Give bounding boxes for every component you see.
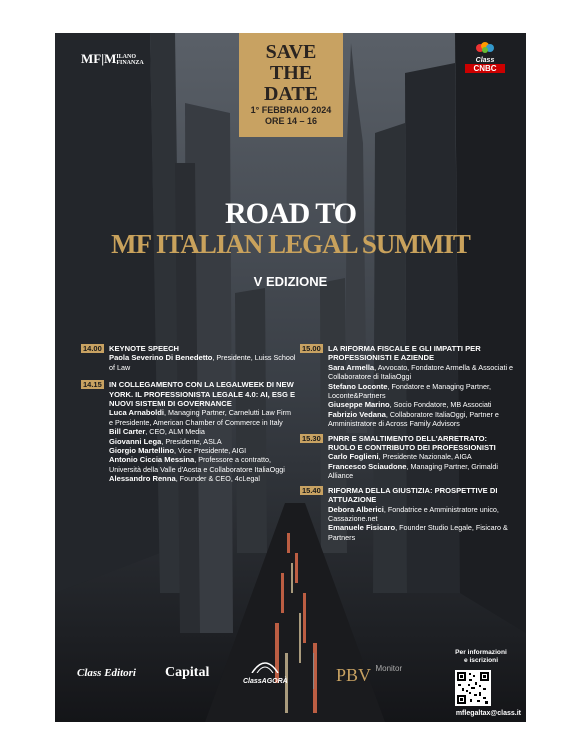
title-road-to: ROAD TO — [224, 197, 357, 230]
mf-logo-line1: ILANO — [116, 54, 137, 61]
speaker-role: , Presidente, Luiss School of Law — [109, 353, 296, 372]
speaker — [109, 408, 296, 427]
mf-logo-mark: MF|M — [81, 51, 117, 66]
speaker-role: , Managing Partner, Grimaldi Alliance — [328, 461, 498, 481]
speaker — [328, 505, 515, 524]
title-summit: MF ITALIAN LEGAL SUMMIT — [111, 229, 470, 259]
speaker — [328, 363, 515, 382]
speaker-name: Francesco Sciaudone — [328, 461, 407, 471]
speaker-name: Stefano Loconte — [328, 381, 388, 391]
speaker-name: Luca Arnaboldi — [109, 408, 164, 418]
speaker-name: Giorgio Martellino — [109, 446, 174, 456]
speaker — [109, 446, 296, 455]
time-badge: 14.15 — [83, 380, 102, 390]
speaker — [109, 474, 296, 483]
event-date: 1° FEBBRAIO 2024 — [250, 105, 332, 115]
schedule-item — [300, 344, 515, 429]
speaker-role: , Fondatrice e Amministratore unico, Cassazione.net — [328, 504, 499, 523]
agora-arch-icon — [250, 659, 280, 673]
speaker-role: , Founder Studio Legale, Fisicaro & Partners — [328, 523, 508, 542]
speaker-role: , Avvocato, Fondatore Armella & Associati e Collaboratore di ItaliaOggi — [328, 362, 514, 382]
info-registration — [440, 649, 522, 665]
speaker — [328, 523, 515, 542]
speaker-role: , Collaboratore ItaliaOggi, Partner e Amministratore di Across Family Advisors — [328, 409, 499, 429]
contact-email[interactable]: mflegaltax@class.it — [455, 710, 521, 717]
speaker — [328, 462, 515, 481]
speaker-name: Giuseppe Marino — [328, 400, 390, 410]
speaker-name: Antonio Ciccia Messina — [109, 455, 195, 465]
the-label: THE — [269, 62, 313, 84]
session-title: RIFORMA DELLA GIUSTIZIA: PROSPETTIVE DI ATTUAZIONE — [328, 485, 498, 505]
speaker-role: , Presidente Nazionale, AIGA — [378, 452, 472, 462]
date-label: DATE — [263, 83, 319, 105]
speaker-name: Sara Armella — [328, 362, 375, 372]
schedule-right-column — [300, 344, 515, 547]
speaker-name: Fabrizio Vedana — [328, 409, 386, 419]
speaker-role: , Fondatore e Managing Partner, Loconte&Partners — [328, 381, 491, 401]
time-badge: 14.00 — [83, 344, 102, 353]
schedule-left-column — [81, 344, 296, 489]
schedule-item — [81, 344, 296, 372]
qr-code-icon[interactable] — [455, 670, 491, 706]
save-label: SAVE — [265, 41, 317, 63]
speaker — [109, 455, 296, 474]
event-poster — [55, 33, 526, 722]
speaker-role: , Managing Partner, Carnelutti Law Firm e Presidente, American Chamber of Commerce in Italy — [109, 408, 292, 427]
speaker-role: , CEO, ALM Media — [145, 427, 205, 437]
schedule-item — [300, 486, 515, 542]
speaker — [109, 353, 296, 372]
speaker-name: Debora Alberici — [328, 504, 384, 514]
time-badge: 15.30 — [302, 433, 321, 443]
speaker — [328, 410, 515, 429]
save-the-date-box — [239, 33, 343, 137]
mf-milano-finanza-logo — [81, 51, 144, 67]
speaker-name: Emanuele Fisicaro — [328, 523, 396, 533]
class-agora-text: ClassAGORÀ — [243, 678, 288, 685]
mf-logo-line2: FINANZA — [116, 60, 144, 67]
info-line1: Per informazioni — [455, 649, 507, 656]
speaker-name: Alessandro Renna — [109, 474, 176, 484]
capital-logo: Capital — [165, 665, 210, 680]
speaker — [328, 452, 515, 461]
speaker-role: , Socio Fondatore, MB Associati — [389, 400, 492, 410]
speaker — [328, 400, 515, 409]
schedule-item — [300, 434, 515, 481]
class-cnbc-logo — [465, 41, 505, 73]
session-title: IN COLLEGAMENTO CON LA LEGALWEEK DI NEW YORK. IL PROFESSIONISTA LEGALE 4.0: AI, ESG E NUOVI SISTEMI DI GOVERNANCE — [109, 380, 296, 409]
speaker — [109, 427, 296, 436]
class-agora-logo — [243, 659, 288, 685]
speaker-role: , Vice Presidente, AIGI — [173, 446, 247, 456]
monitor-text: Monitor — [375, 664, 403, 673]
class-editori-logo: Class Editori — [77, 667, 136, 679]
schedule-item — [81, 380, 296, 483]
session-title: LA RIFORMA FISCALE E GLI IMPATTI PER PROFESSIONISTI E AZIENDE — [328, 344, 481, 363]
peacock-icon — [472, 41, 498, 55]
speaker-name: Paola Severino Di Benedetto — [109, 353, 213, 363]
speaker — [328, 382, 515, 401]
speaker-role: , Presidente, ASLA — [161, 436, 222, 446]
speaker-role: , Professore a contratto, Università della Valle d'Aosta e Collaboratore ItaliaOggi — [109, 455, 285, 474]
session-title: KEYNOTE SPEECH — [109, 344, 180, 353]
time-badge: 15.40 — [302, 485, 321, 495]
edition-label: V EDIZIONE — [253, 274, 328, 289]
pbv-monitor-logo — [313, 653, 402, 689]
speaker-name: Giovanni Lega — [109, 436, 162, 446]
pbv-text: PBV — [336, 665, 372, 685]
info-line2: e iscrizioni — [463, 657, 499, 664]
time-badge: 15.00 — [302, 344, 321, 353]
speaker-name: Bill Carter — [109, 427, 146, 437]
cnbc-text: CNBC — [465, 64, 505, 73]
speaker — [109, 437, 296, 446]
cnbc-class-text: Class — [475, 57, 495, 64]
speaker-name: Carlo Foglieni — [328, 452, 379, 462]
speaker-role: , Founder & CEO, 4cLegal — [175, 474, 260, 484]
session-title: PNRR E SMALTIMENTO DELL'ARRETRATO: RUOLO E CONTRIBUTO DEI PROFESSIONISTI — [328, 433, 496, 453]
event-time: ORE 14 – 16 — [264, 116, 318, 126]
